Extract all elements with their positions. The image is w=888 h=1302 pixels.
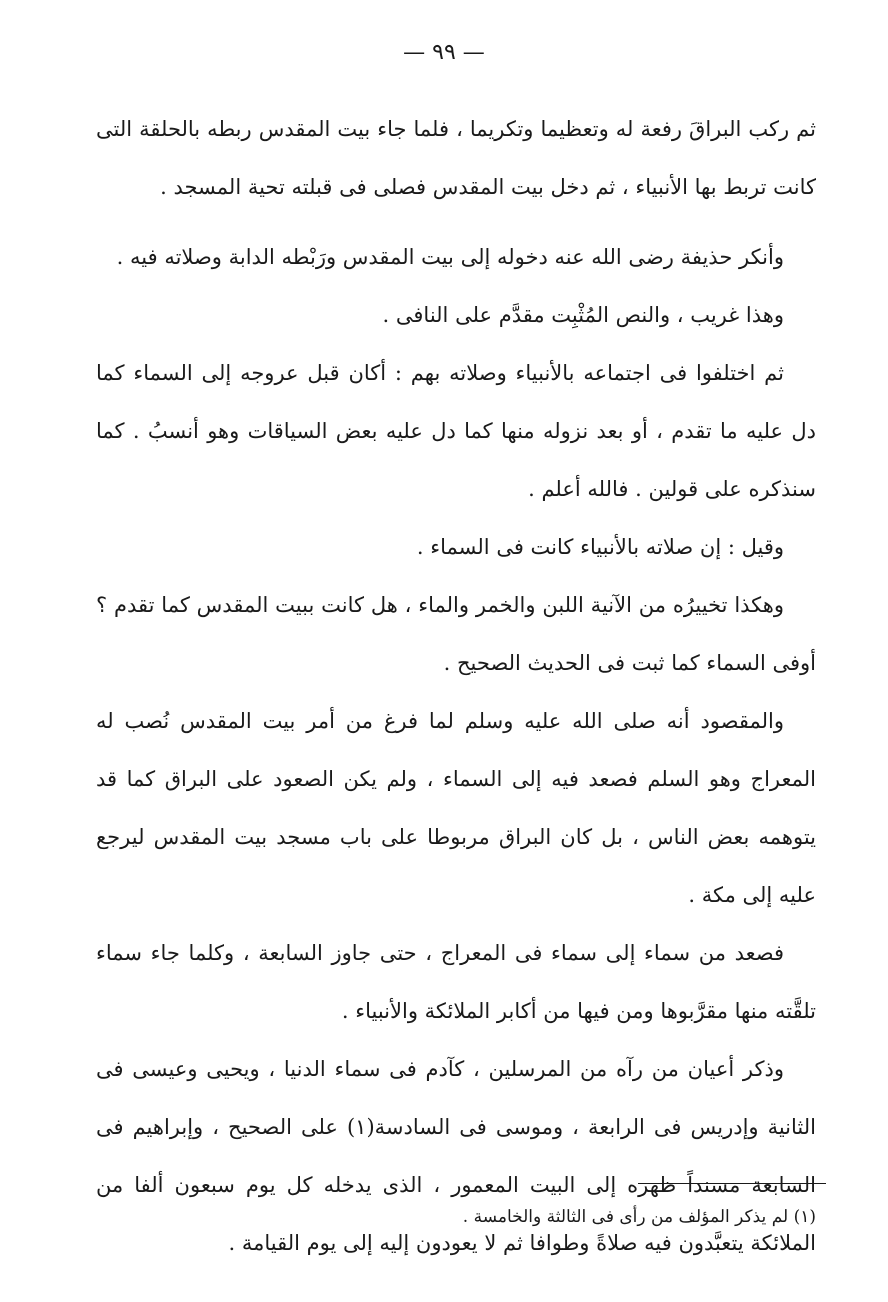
paragraph-7: والمقصود أنه صلى الله عليه وسلم لما فرغ من أمر بيت المقدس نُصب له المعراج وهو السلم فصعد فيه إلى السماء ، ولم يكن الصعود على البراق كما قد يتوهمه بعض الناس ، بل كان البراق مربوطا على باب مسجد بيت المقدس ليرجع عليه إلى مكة .: [96, 709, 816, 907]
paragraph-2: وأنكر حذيفة رضى الله عنه دخوله إلى بيت المقدس ورَبْطه الدابة وصلاته فيه .: [116, 245, 784, 269]
footnote: (١) لم يذكر المؤلف من رأى فى الثالثة والخامسة .: [462, 1207, 816, 1227]
paragraph-1: ثم ركب البراقَ رفعة له وتعظيما وتكريما ، فلما جاء بيت المقدس ربطه بالحلقة التى كانت تربط بها الأنبياء ، ثم دخل بيت المقدس فصلى فى قبلته تحية المسجد .: [96, 117, 816, 199]
paragraph-6: وهكذا تخييرُه من الآنية اللبن والخمر والماء ، هل كانت ببيت المقدس كما تقدم ؟ أوفى السماء كما ثبت فى الحديث الصحيح .: [96, 593, 816, 675]
page-number: — ٩٩ —: [403, 40, 485, 65]
paragraph-9: وذكر أعيان من رآه من المرسلين ، كآدم فى سماء الدنيا ، ويحيى وعيسى فى الثانية وإدريس فى الرابعة ، وموسى فى السادسة(١) على الصحيح ، وإبراهيم فى السابعة مسنداً ظهره إلى البيت المعمور ، الذى يدخله كل يوم سبعون ألفا من الملائكة يتعبَّدون فيه صلاةً وطوافا ثم لا يعودون إليه إلى يوم القيامة .: [96, 1057, 816, 1255]
paragraph-8: فصعد من سماء إلى سماء فى المعراج ، حتى جاوز السابعة ، وكلما جاء سماء تلقَّته منها مقرَّبوها ومن فيها من أكابر الملائكة والأنبياء .: [96, 941, 816, 1023]
paragraph-5: وقيل : إن صلاته بالأنبياء كانت فى السماء .: [416, 535, 784, 559]
body-text: [96, 100, 816, 1272]
paragraph-4: ثم اختلفوا فى اجتماعه بالأنبياء وصلاته بهم : أكان قبل عروجه إلى السماء كما دل عليه ما تقدم ، أو بعد نزوله منها كما دل عليه بعض السياقات وهو أنسبُ . كما سنذكره على قولين . فالله أعلم .: [96, 361, 816, 501]
paragraph-3: وهذا غريب ، والنص المُثْبِت مقدَّم على النافى .: [382, 303, 784, 327]
footnote-divider: [638, 1183, 826, 1184]
